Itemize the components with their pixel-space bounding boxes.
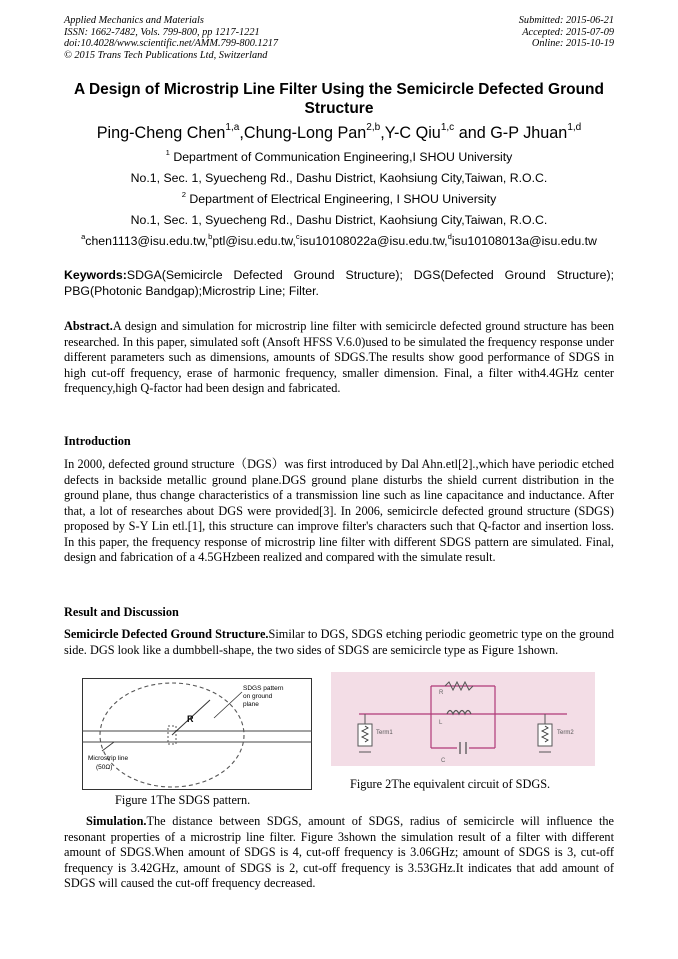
label-c: C bbox=[441, 758, 446, 764]
email-address: ptl@isu.edu.tw, bbox=[212, 234, 296, 248]
affiliation-1-address: No.1, Sec. 1, Syuecheng Rd., Dashu District, Kaohsiung City,Taiwan, R.O.C. bbox=[130, 171, 548, 185]
label-l: L bbox=[439, 720, 443, 726]
label-pattern-3: plane bbox=[243, 701, 259, 708]
journal-name: Applied Mechanics and Materials bbox=[64, 15, 204, 26]
email-list bbox=[30, 234, 648, 248]
label-pattern-2: on ground bbox=[243, 693, 273, 700]
author-list bbox=[40, 124, 638, 143]
keywords-label: Keywords: bbox=[64, 268, 127, 282]
label-r: R bbox=[439, 690, 444, 696]
sdgs-label: Semicircle Defected Ground Structure. bbox=[64, 627, 269, 641]
accepted-date: Accepted: 2015-07-09 bbox=[522, 26, 614, 38]
introduction-text: In 2000, defected ground structure（DGS）was first introduced by Dal Ahn.etl[2].,which have periodic etched defects in backside metallic ground plane.DGS ground plane disturbs the shield current distribution in the ground plane, thus change characteristics of a transmission line such as line capacitance and inductance. After that, a lot of researches about DGS were provided[3]. In 2006, semicircle defected ground structure (SDGS) proposed by S-Y Lin etl.[1], this structure can improve filter's characters such that Q-factor and insertion loss. In this paper, the frequency response of microstrip line filter with different SDGS pattern are simulated. Final, design and fabrication of a 4.5GHzbeen realized and compared with the simulate result. bbox=[64, 457, 614, 564]
sdgs-text: Similar to DGS, SDGS etching periodic geometric type on the ground side. DGS look like a dumbbell-shape, the two sides of SDGS are semicircle type as Figure 1shown. bbox=[64, 627, 614, 657]
label-pattern-1: SDGS pattern bbox=[243, 685, 284, 692]
email-address: isu10108013a@isu.edu.tw bbox=[451, 234, 597, 248]
simulation-label: Simulation. bbox=[86, 814, 147, 828]
author-name: Ping-Cheng Chen bbox=[96, 124, 226, 142]
affiliation-2-address: No.1, Sec. 1, Syuecheng Rd., Dashu District, Kaohsiung City,Taiwan, R.O.C. bbox=[130, 213, 548, 227]
email-sup: b bbox=[208, 232, 213, 242]
affiliation-number: 2 bbox=[181, 190, 186, 200]
abstract-text: A design and simulation for microstrip line filter with semicircle defected ground structure has been researched. In this paper, simulated soft (Ansoft HFSS V.6.0)used to be simulated the frequency response under different parameters such as dimensions, amounts of SDGS.The results show good performance of SDGS in high cut-off frequency, erase of harmonic frequency, smaller dimension. Final, a filter with4.4GHz center frequency,high Q-factor had been design and fabricated. bbox=[64, 319, 614, 395]
paper-title: A Design of Microstrip Line Filter Using the Semicircle Defected Ground Structure bbox=[74, 81, 604, 117]
figure-1-sdgs-pattern bbox=[82, 678, 312, 790]
affiliation-dept: Department of Communication Engineering,I SHOU University bbox=[169, 150, 513, 164]
abstract bbox=[64, 319, 614, 397]
submitted-date: Submitted: 2015-06-21 bbox=[518, 15, 614, 26]
author-sup: 1,c bbox=[440, 122, 455, 133]
email-sup: c bbox=[295, 232, 300, 242]
author-sep: , bbox=[239, 124, 244, 142]
term2-label: Term2 bbox=[557, 730, 574, 736]
author-name: Y-C Qiu bbox=[384, 124, 441, 142]
simulation-paragraph bbox=[64, 814, 614, 892]
affiliation-number: 1 bbox=[165, 148, 170, 158]
keywords bbox=[64, 268, 614, 299]
author-sup: 2,b bbox=[366, 122, 381, 133]
issn-line: ISSN: 1662-7482, Vols. 799-800, pp 1217-1221 bbox=[64, 26, 260, 38]
sdgs-paragraph bbox=[64, 627, 614, 658]
abstract-label: Abstract. bbox=[64, 319, 113, 333]
author-sep: , bbox=[380, 124, 385, 142]
term1-label: Term1 bbox=[376, 730, 393, 736]
affiliation-2 bbox=[30, 192, 648, 206]
author-name: G-P Jhuan bbox=[490, 124, 568, 142]
author-name: Chung-Long Pan bbox=[243, 124, 367, 142]
label-r: R bbox=[187, 714, 194, 724]
doi-line: doi:10.4028/www.scientific.net/AMM.799-800.1217 bbox=[64, 38, 279, 50]
label-line-1: Microstrip line bbox=[88, 755, 129, 762]
email-address: chen1113@isu.edu.tw, bbox=[85, 234, 209, 248]
figure-2-caption: Figure 2The equivalent circuit of SDGS. bbox=[350, 777, 551, 791]
author-sup: 1,a bbox=[225, 122, 240, 133]
results-heading: Result and Discussion bbox=[64, 605, 179, 619]
author-sup: 1,d bbox=[567, 122, 582, 133]
author-sep: and bbox=[454, 124, 491, 142]
journal-header-left bbox=[64, 15, 278, 62]
online-date: Online: 2015-10-19 bbox=[531, 38, 614, 50]
affiliation-1 bbox=[30, 150, 648, 164]
capacitor-gap bbox=[457, 742, 469, 754]
copyright-line: © 2015 Trans Tech Publications Ltd, Switzerland bbox=[64, 50, 268, 62]
email-sup: d bbox=[447, 232, 452, 242]
figure-1-frame bbox=[83, 679, 312, 790]
journal-header-right bbox=[519, 15, 614, 50]
simulation-text: The distance between SDGS, amount of SDGS, radius of semicircle will influence the resonant properties of a microstrip line filter. Figure 3shown the simulation result of a filter with different amount of SDGS.When amount of SDGS is 4, cut-off frequency is 3.06GHz; amount of SDGS is 3, cut-off frequency is 3.42GHz, amount of SDGS is 2, cut-off frequency is 3.53GHz.It indicates that add amount of SDGS will caused the cut-off frequency decreased. bbox=[64, 814, 614, 890]
keywords-text: SDGA(Semicircle Defected Ground Structure); DGS(Defected Ground Structure); PBG(Photonic Bandgap);Microstrip Line; Filter. bbox=[64, 268, 614, 298]
email-sup: a bbox=[81, 232, 86, 242]
introduction-heading: Introduction bbox=[64, 434, 131, 448]
figure-2-equivalent-circuit bbox=[331, 672, 595, 766]
affiliation-dept: Department of Electrical Engineering, I SHOU University bbox=[185, 192, 497, 206]
figure-1-caption: Figure 1The SDGS pattern. bbox=[115, 793, 251, 807]
label-line-2: (50Ω) bbox=[96, 764, 113, 771]
email-address: isu10108022a@isu.edu.tw, bbox=[299, 234, 448, 248]
